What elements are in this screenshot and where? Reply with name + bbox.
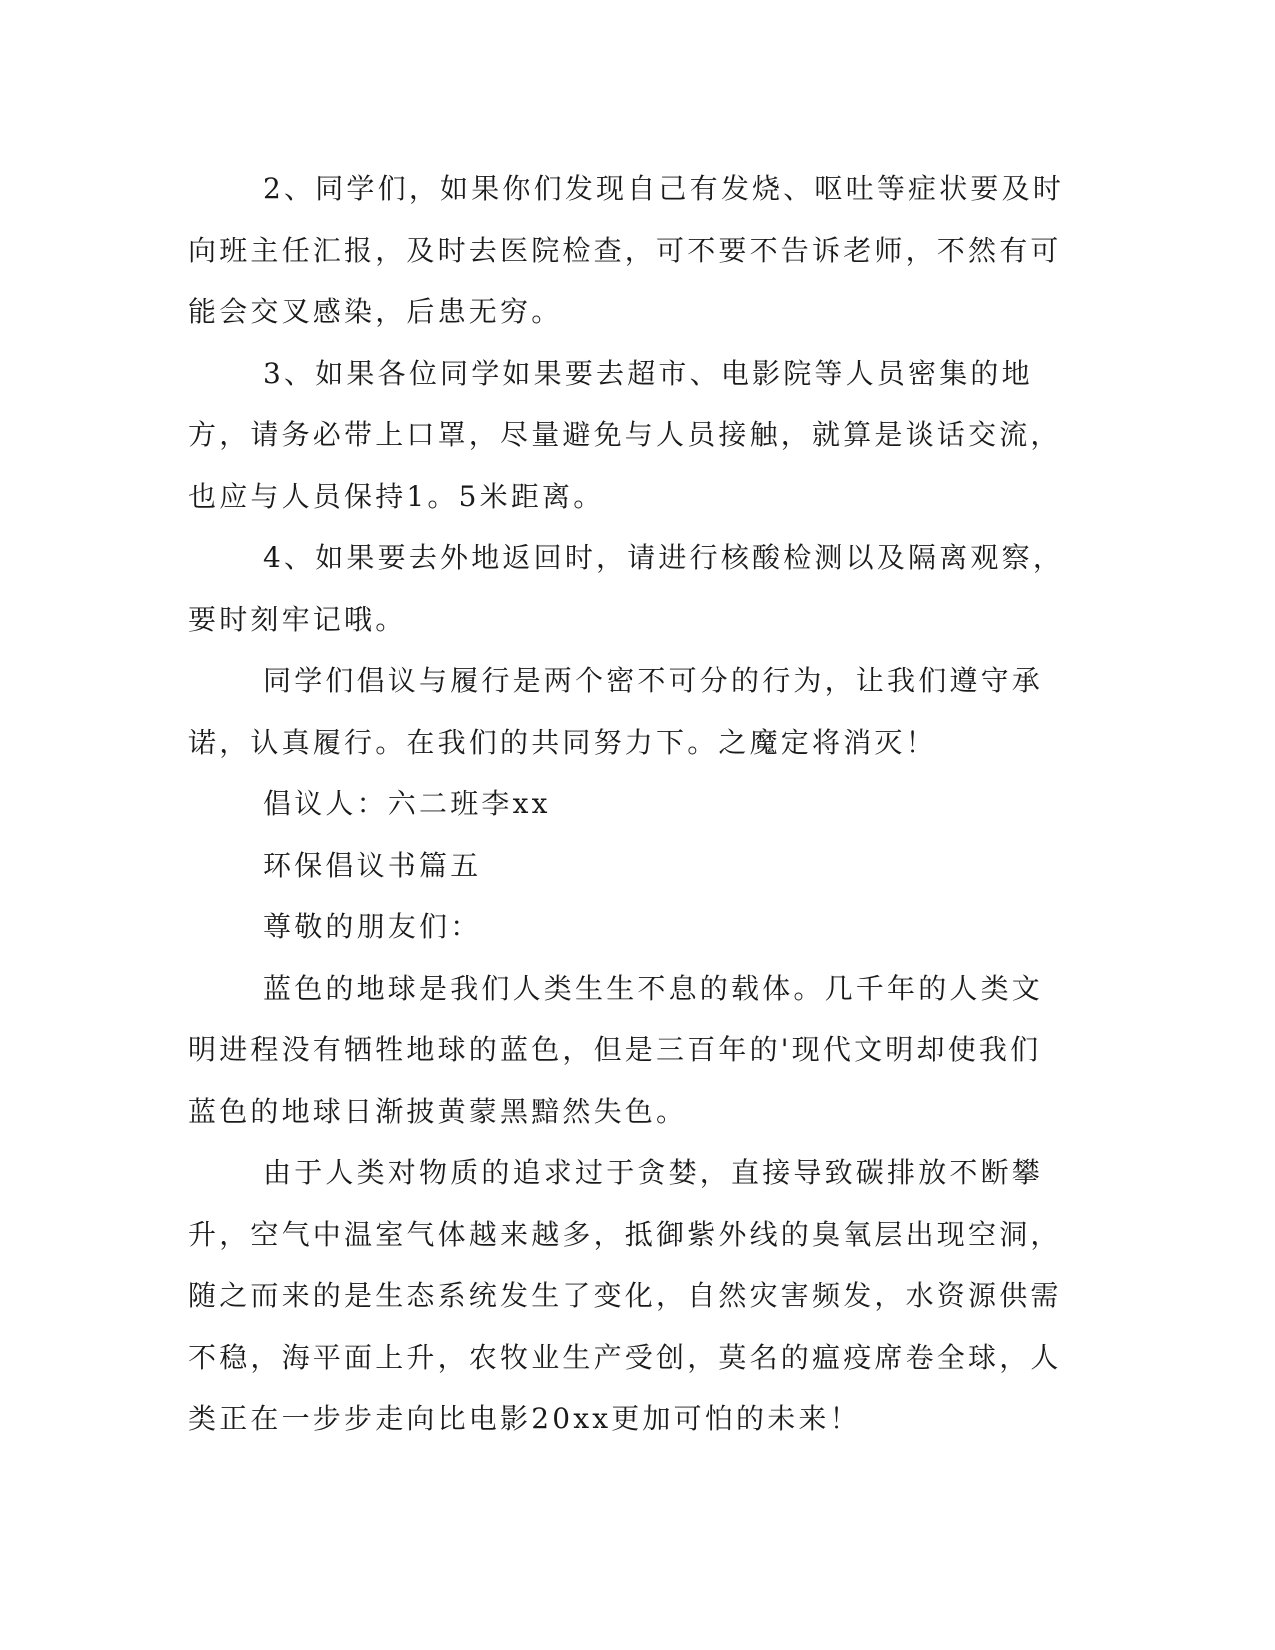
paragraph-item-4: 4、如果要去外地返回时，请进行核酸检测以及隔离观察，要时刻牢记哦。 [188,541,1065,636]
paragraph-body: 由于人类对物质的追求过于贪婪，直接导致碳排放不断攀升，空气中温室气体越来越多，抵御紫外线的臭氧层出现空洞，随之而来的是生态系统发生了变化，自然灾害频发，水资源供需不稳，海平面上升，农牧业生产受创，莫名的瘟疫席卷全球，人类正在一步步走向比电影20xx更加可怕的未来！ [188,1156,1062,1435]
paragraph-intro: 蓝色的地球是我们人类生生不息的载体。几千年的人类文明进程没有牺牲地球的蓝色，但是三百年的'现代文明却使我们蓝色的地球日渐披黄蒙黑黯然失色。 [188,971,1044,1128]
paragraph-item-3: 3、如果各位同学如果要去超市、电影院等人员密集的地方，请务必带上口罩，尽量避免与人员接触，就算是谈话交流，也应与人员保持1。5米距离。 [188,356,1062,513]
salutation: 尊敬的朋友们： [263,910,482,943]
section-heading: 环保倡议书篇五 [263,848,482,882]
paragraph-item-2: 2、同学们，如果你们发现自己有发烧、呕吐等症状要及时向班主任汇报，及时去医院检查，可不要不告诉老师，不然有可能会交叉感染，后患无穷。 [188,172,1065,328]
document-body [188,158,1068,1450]
paragraph-signature: 倡议人：六二班李xx [263,787,551,820]
paragraph-conclusion: 同学们倡议与履行是两个密不可分的行为，让我们遵守承诺，认真履行。在我们的共同努力下。之魔定将消灭！ [188,664,1044,759]
